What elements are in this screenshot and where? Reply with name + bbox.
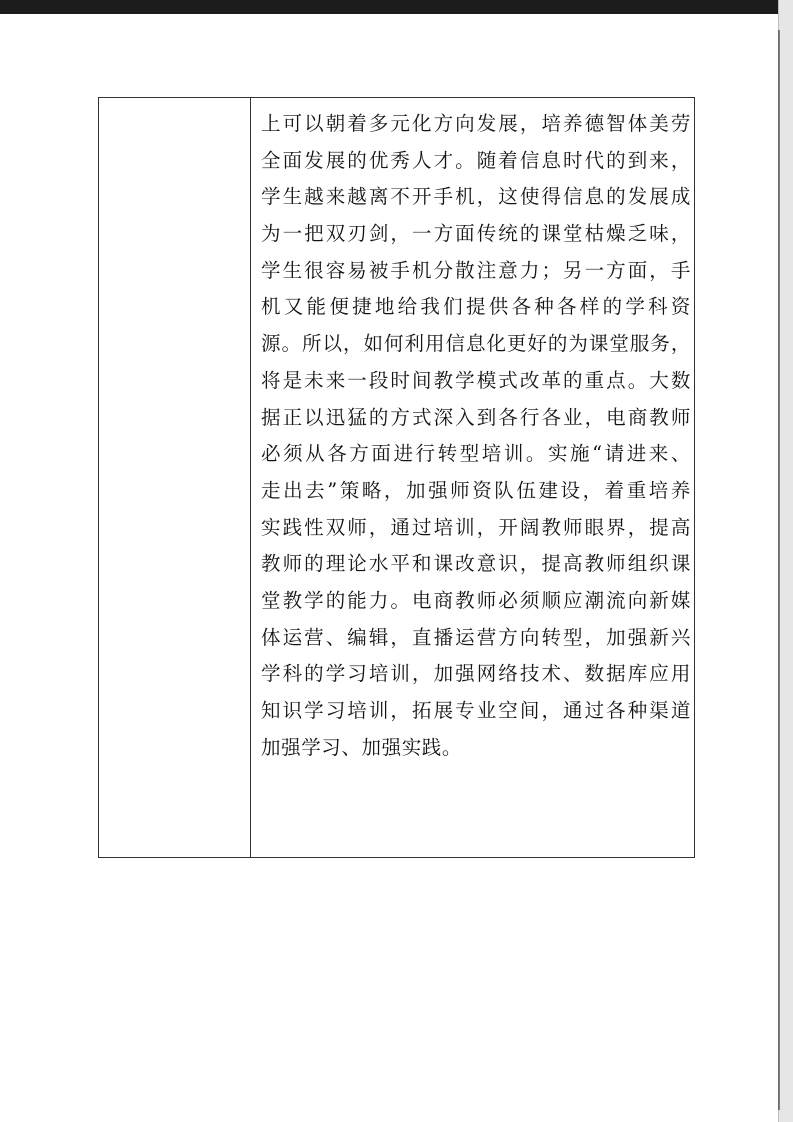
text-line: 实践性双师，通过培训，开阔教师眼界，提高: [261, 515, 691, 539]
text-line: 将是未来一段时间教学模式改革的重点。大数: [261, 368, 691, 392]
text-line: 据正以迅猛的方式深入到各行各业，电商教师: [261, 405, 691, 429]
text-line: 上可以朝着多元化方向发展，培养德智体美劳: [261, 112, 691, 135]
text-line: 学科的学习培训，加强网络技术、数据库应用: [261, 662, 691, 686]
text-line: 为一把双刃剑，一方面传统的课堂枯燥乏味，: [261, 222, 691, 246]
text-line: 学生越来越离不开手机，这使得信息的发展成: [261, 185, 691, 209]
scan-edge-top: [0, 0, 781, 14]
text-line: 源。所以，如何利用信息化更好的为课堂服务，: [261, 332, 691, 356]
text-line: 知识学习培训，拓展专业空间，通过各种渠道: [261, 699, 691, 722]
text-line: 走出去”策略，加强师资队伍建设，着重培养: [261, 478, 691, 502]
text-line: 教师的理论水平和课改意识，提高教师组织课: [261, 552, 691, 576]
text-line: 体运营、编辑，直播运营方向转型，加强新兴: [261, 625, 691, 649]
table-column-divider: [250, 98, 251, 857]
text-line: 堂教学的能力。电商教师必须顺应潮流向新媒: [261, 588, 691, 612]
scan-edge-line: [778, 30, 780, 1110]
table-content-cell: [261, 106, 691, 766]
text-line: 机又能便捷地给我们提供各种各样的学科资: [261, 295, 691, 319]
text-line: 必须从各方面进行转型培训。实施“请进来、: [261, 442, 691, 466]
text-line: 学生很容易被手机分散注意力；另一方面，手: [261, 258, 691, 282]
content-table: [98, 97, 695, 858]
text-line: 加强学习、加强实践。: [261, 735, 463, 759]
scan-edge-right: [778, 0, 793, 1122]
text-line: 全面发展的优秀人才。随着信息时代的到来，: [261, 148, 691, 172]
